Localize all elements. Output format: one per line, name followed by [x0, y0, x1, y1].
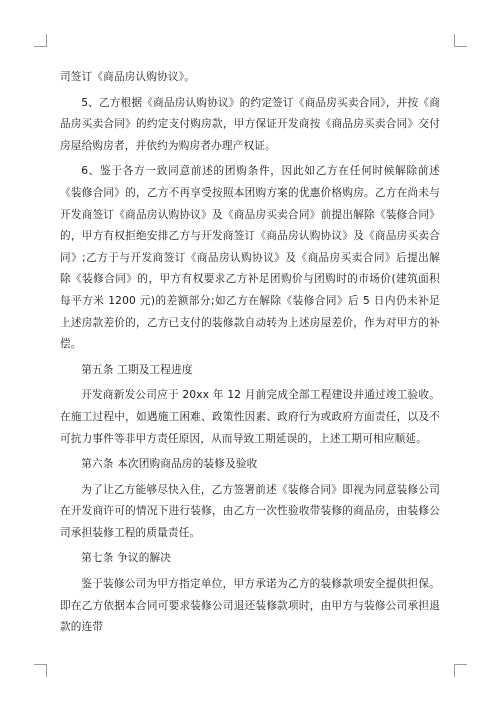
paragraph-article-5: 开发商新发公司应于 20xx 年 12 月前完成全部工程建设并通过竣工验收。在施工过程中，如遇施工困难、政策性因素、政府行为或政府方面责任，以及不可抗力事件等非甲方责任原因，从而导致工期延误的，上述工期可相应顺延。: [60, 389, 440, 445]
paragraph-continuation: 司签订《商品房认购协议》。: [60, 71, 196, 83]
crop-mark-top-right: [454, 34, 467, 47]
section-heading-article-6: 第六条 本次团购商品房的装修及验收: [81, 458, 258, 471]
paragraph-clause-6: 6、鉴于各方一致同意前述的团购条件，因此如乙方在任何时候解除前述《装修合同》的，乙方不再享受按照本团购方案的优惠价格购房。乙方在尚未与开发商签订《商品房认购协议》及《商品房买卖合同》前提出解除《装修合同》的，甲方有权拒绝安排乙方与开发商签订《商品房认购协议》及《商品房买卖合同》;乙方于与开发商签订《商品房认购协议》及《商品房买卖合同》后提出解除《装修合同》的，甲方有权要求乙方补足团购价与团购时的市场价(建筑面积每平方米 1200 元)的差额部分;如乙方在解除《装修合同》后 5 日内仍未补足上述房款差价的，乙方已支付的装修款自动转为上述房屋差价，作为对甲方的补偿。: [60, 165, 440, 351]
document-body: [60, 67, 440, 643]
section-heading-article-5: 第五条 工期及工程进度: [81, 363, 193, 376]
section-heading-article-7: 第七条 争议的解决: [81, 552, 172, 565]
crop-mark-bottom-right: [454, 664, 467, 677]
paragraph-clause-5: 5、乙方根据《商品房认购协议》的约定签订《商品房买卖合同》，并按《商品房买卖合同》的约定支付购房款，甲方保证开发商按《商品房买卖合同》交付房屋给购房者，并依约为购房者办理产权证。: [60, 96, 440, 152]
paragraph-article-6: 为了让乙方能够尽快入住，乙方签署前述《装修合同》即视为同意装修公司在开发商许可的情况下进行装修，由乙方一次性验收带装修的商品房，由装修公司承担装修工程的质量责任。: [60, 483, 440, 539]
paragraph-article-7: 鉴于装修公司为甲方指定单位，甲方承诺为乙方的装修款项安全提供担保。即在乙方依据本合同可要求装修公司退还装修款项时，由甲方与装修公司承担退款的连带: [60, 578, 440, 634]
crop-mark-bottom-left: [34, 664, 47, 677]
crop-mark-top-left: [34, 34, 47, 47]
